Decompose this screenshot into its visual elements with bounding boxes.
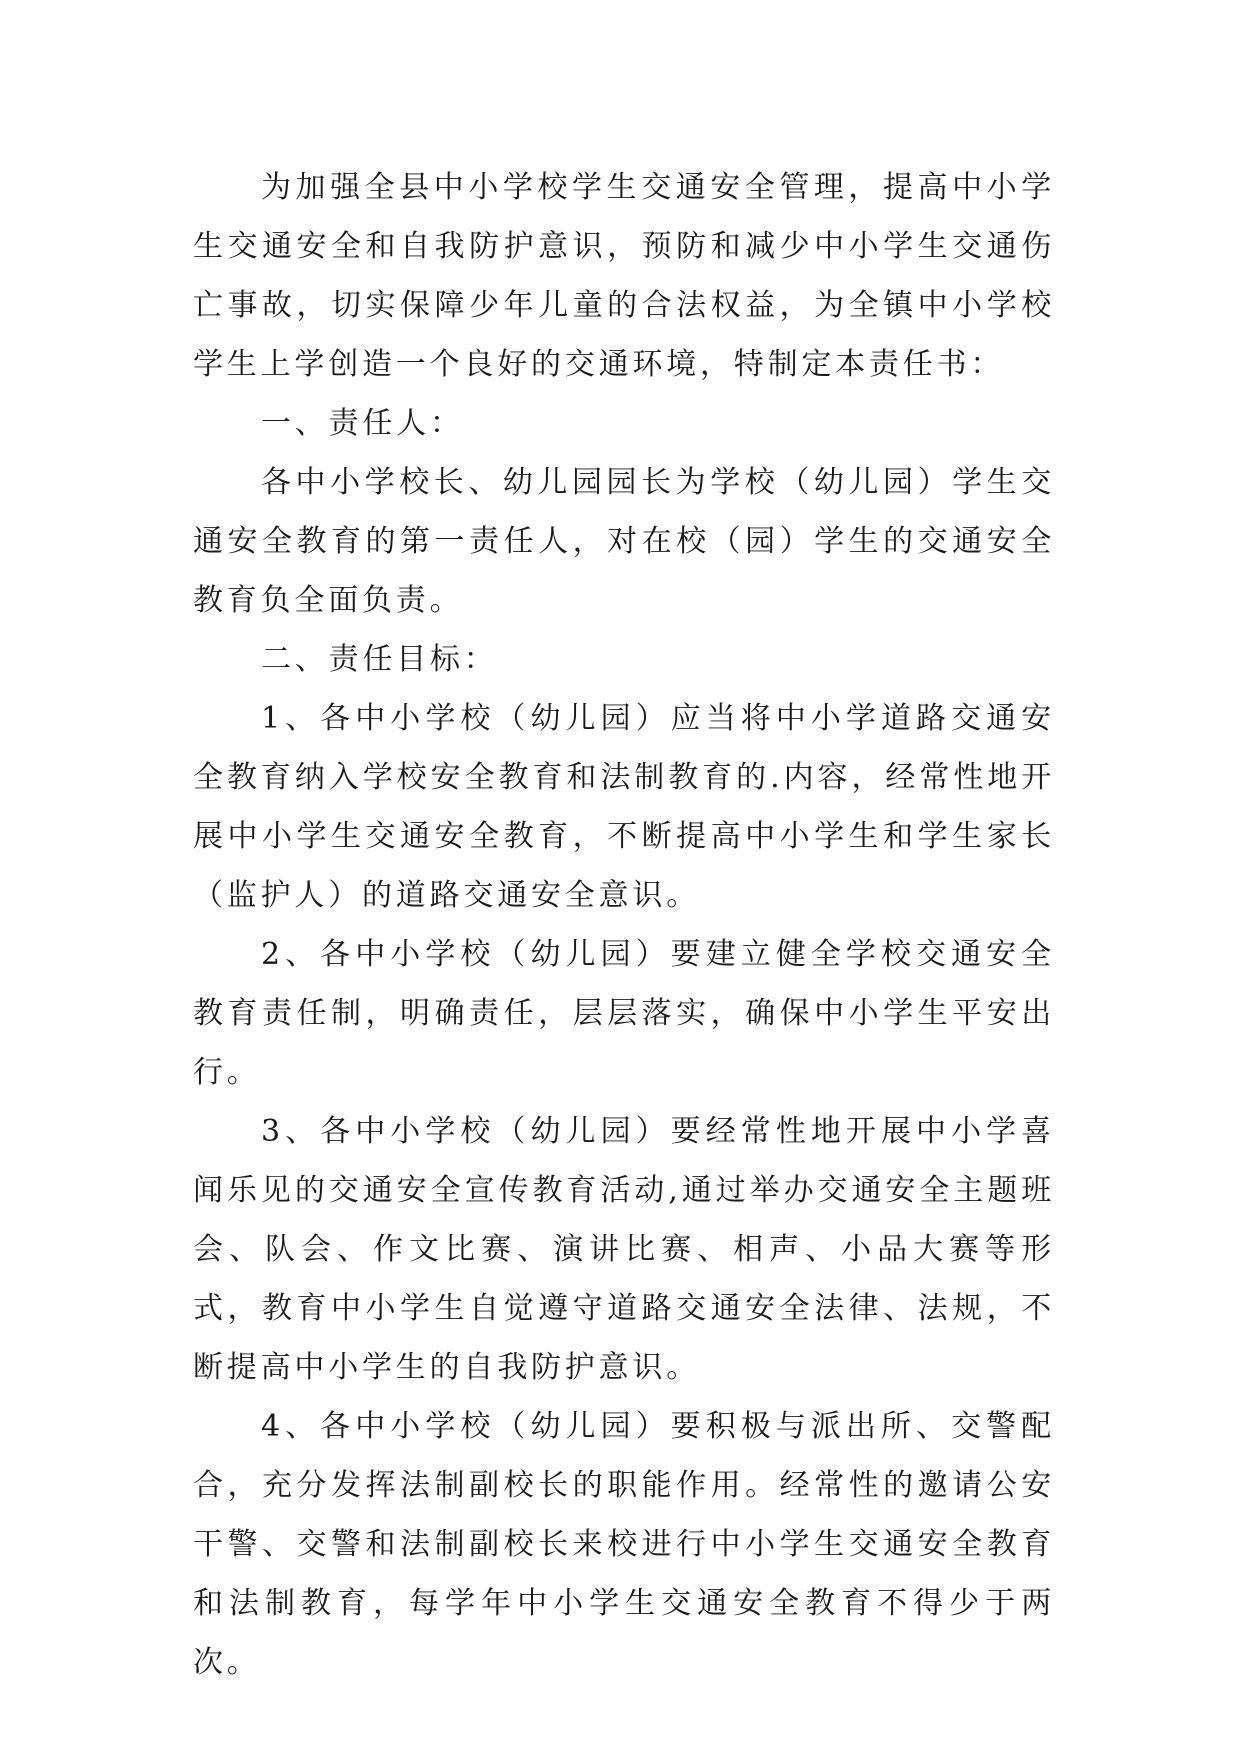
goal-item-3: 3、各中小学校（幼儿园）要经常性地开展中小学喜闻乐见的交通安全宣传教育活动,通过举办交通安全主题班会、队会、作文比赛、演讲比赛、相声、小品大赛等形式，教育中小学生自觉遵守道路交通安全法律、法规，不断提高中小学生的自我防护意识。 bbox=[193, 1114, 1055, 1385]
section-heading-responsible-person: 一、责任人： bbox=[261, 406, 464, 441]
intro-paragraph: 为加强全县中小学校学生交通安全管理，提高中小学生交通安全和自我防护意识，预防和减少中小学生交通伤亡事故，切实保障少年儿童的合法权益，为全镇中小学校学生上学创造一个良好的交通环境，特制定本责任书： bbox=[193, 170, 1055, 382]
goal-item-1: 1、各中小学校（幼儿园）应当将中小学道路交通安全教育纳入学校安全教育和法制教育的.内容，经常性地开展中小学生交通安全教育，不断提高中小学生和学生家长（监护人）的道路交通安全意识。 bbox=[193, 701, 1055, 913]
goal-item-2: 2、各中小学校（幼儿园）要建立健全学校交通安全教育责任制，明确责任，层层落实，确保中小学生平安出行。 bbox=[193, 937, 1055, 1090]
responsible-person-paragraph: 各中小学校长、幼儿园园长为学校（幼儿园）学生交通安全教育的第一责任人，对在校（园）学生的交通安全教育负全面负责。 bbox=[193, 465, 1055, 618]
document-body bbox=[193, 158, 1055, 1692]
section-heading-responsibility-goals: 二、责任目标： bbox=[261, 642, 498, 677]
goal-item-4: 4、各中小学校（幼儿园）要积极与派出所、交警配合，充分发挥法制副校长的职能作用。经常性的邀请公安干警、交警和法制副校长来校进行中小学生交通安全教育和法制教育，每学年中小学生交通安全教育不得少于两次。 bbox=[193, 1409, 1055, 1680]
